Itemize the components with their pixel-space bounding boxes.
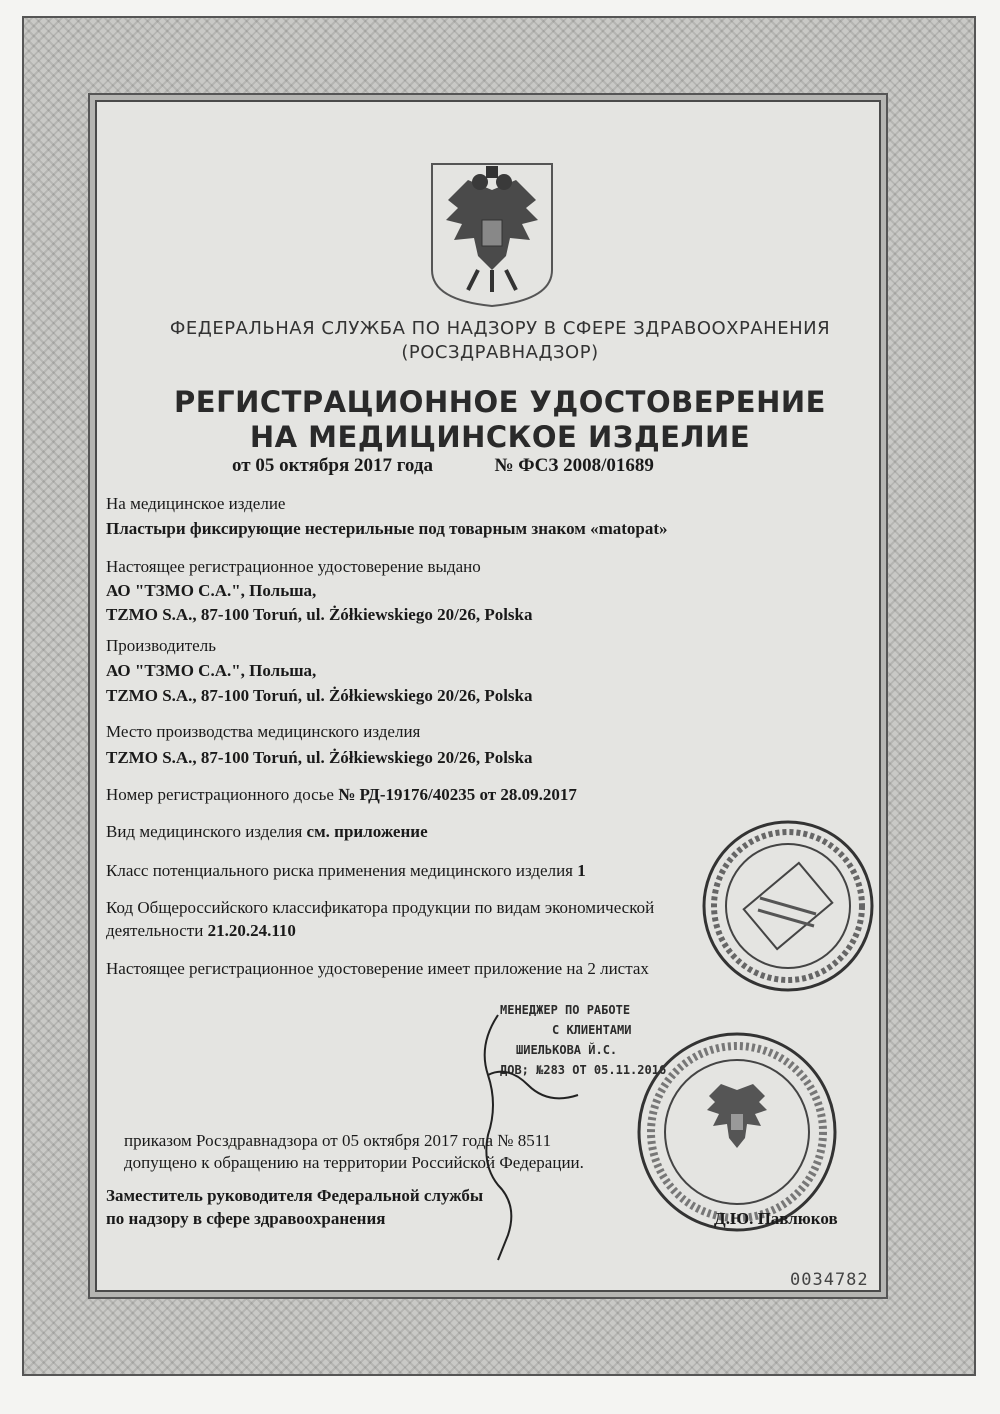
device-type-value: см. приложение <box>306 822 428 841</box>
signer-name: Д.Ю. Павлюков <box>714 1209 838 1228</box>
manager-stamp-line3: ШИЕЛЬКОВА Й.С. <box>516 1043 618 1057</box>
coat-of-arms-icon <box>428 160 556 310</box>
manager-stamp-line4: ДОВ; №283 ОТ 05.11.2016 <box>500 1063 667 1077</box>
risk-class-line <box>106 861 586 881</box>
manager-stamp-line1: МЕНЕДЖЕР ПО РАБОТЕ <box>500 1003 631 1017</box>
production-place-label: Место производства медицинского изделия <box>106 722 421 741</box>
manufacturer-label: Производитель <box>106 636 216 655</box>
device-type-line <box>106 822 428 842</box>
okp-label-end: деятельности <box>106 921 204 940</box>
issued-address: TZMO S.A., 87-100 Toruń, ul. Żółkiewskiego 20/26, Polska <box>106 605 533 624</box>
official-round-seal-icon <box>635 1030 840 1235</box>
dossier-label: Номер регистрационного досье <box>106 785 334 804</box>
signer-title-line1: Заместитель руководителя Федеральной службы <box>106 1186 484 1205</box>
certificate-number: № ФСЗ 2008/01689 <box>494 455 654 476</box>
signer-title-line2: по надзору в сфере здравоохранения <box>106 1209 386 1228</box>
issue-date-line <box>232 455 654 477</box>
manufacturer-address: TZMO S.A., 87-100 Toruń, ul. Żółkiewskiego 20/26, Polska <box>106 686 533 705</box>
certificate-title-line2: НА МЕДИЦИНСКОЕ ИЗДЕЛИЕ <box>249 420 751 454</box>
dossier-value: № РД-19176/40235 от 28.09.2017 <box>338 785 577 804</box>
agency-name: ФЕДЕРАЛЬНАЯ СЛУЖБА ПО НАДЗОРУ В СФЕРЕ ЗДРАВООХРАНЕНИЯ <box>169 318 831 339</box>
manufacturer-name: АО "ТЗМО С.А.", Польша, <box>106 661 317 680</box>
company-stamp-icon <box>700 818 876 994</box>
certificate-title-line1: РЕГИСТРАЦИОННОЕ УДОСТОВЕРЕНИЕ <box>174 385 826 419</box>
agency-abbreviation: (РОСЗДРАВНАДЗОР) <box>401 342 599 363</box>
device-label: На медицинское изделие <box>106 494 286 513</box>
okp-label: Код Общероссийского классификатора продукции по видам экономической <box>106 898 655 917</box>
appendix-note: Настоящее регистрационное удостоверение имеет приложение на 2 листах <box>106 959 649 978</box>
device-type-label: Вид медицинского изделия <box>106 822 303 841</box>
device-value: Пластыри фиксирующие нестерильные под товарным знаком «matopat» <box>106 519 668 538</box>
dossier-line <box>106 785 577 805</box>
manager-stamp-line2: С КЛИЕНТАМИ <box>552 1023 632 1037</box>
issued-label: Настоящее регистрационное удостоверение выдано <box>106 557 481 576</box>
okp-line <box>106 921 296 941</box>
issue-date: от 05 октября 2017 года <box>232 455 433 476</box>
risk-class-value: 1 <box>577 861 586 880</box>
risk-class-label: Класс потенциального риска применения медицинского изделия <box>106 861 573 880</box>
production-place-value: TZMO S.A., 87-100 Toruń, ul. Żółkiewskiego 20/26, Polska <box>106 748 533 767</box>
issued-holder: АО "ТЗМО С.А.", Польша, <box>106 581 317 600</box>
order-line2: допущено к обращению на территории Российской Федерации. <box>124 1153 584 1172</box>
okp-code: 21.20.24.110 <box>207 921 296 940</box>
order-line1: приказом Росздравнадзора от 05 октября 2017 года № 8511 <box>124 1131 552 1150</box>
serial-number: 0034782 <box>790 1270 869 1290</box>
